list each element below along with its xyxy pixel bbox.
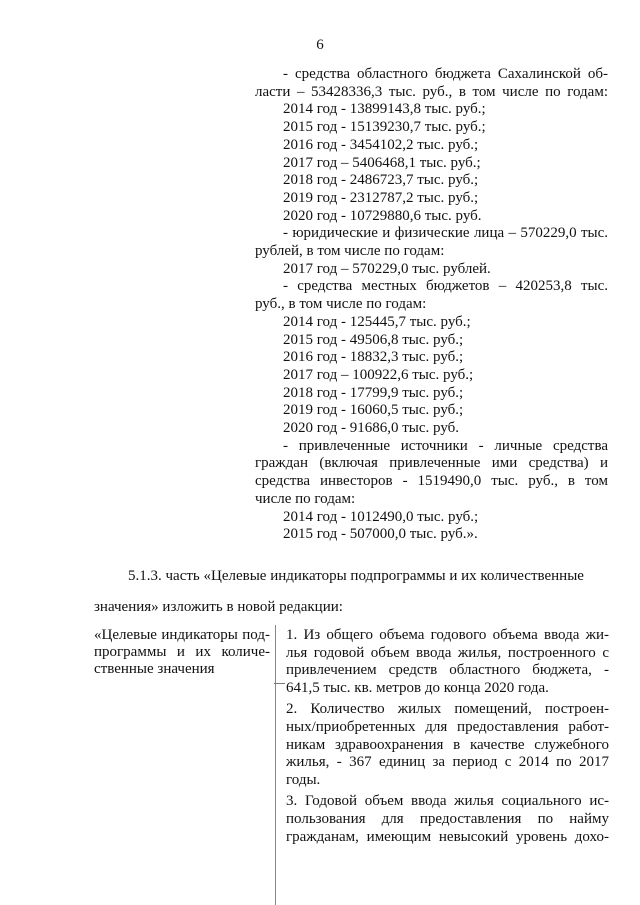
financing-line: 2016 год - 18832,3 тыс. руб.;	[283, 349, 464, 366]
table-left-line: ственные значения	[94, 661, 215, 678]
indicator-line: 641,5 тыс. кв. метров до конца 2020 года.	[286, 679, 549, 696]
page-number: 6	[316, 37, 324, 53]
financing-line: средства инвесторов - 1519490,0 тыс. руб., в том	[255, 473, 608, 490]
financing-line: 2018 год - 17799,9 тыс. руб.;	[283, 384, 464, 401]
financing-line: - средства областного бюджета Сахалинской об-	[283, 66, 608, 82]
financing-line: 2014 год - 13899143,8 тыс. руб.;	[283, 101, 486, 118]
financing-line: 2014 год - 125445,7 тыс. руб.;	[283, 313, 471, 330]
financing-line: ласти – 53428336,3 тыс. руб., в том числе по годам:	[255, 83, 608, 100]
table-divider-tick	[274, 683, 285, 684]
financing-line: 2014 год - 1012490,0 тыс. руб.;	[283, 508, 479, 525]
table-right-cell	[286, 627, 609, 850]
financing-line: 2019 год - 2312787,2 тыс. руб.;	[283, 189, 479, 206]
indicator-line: ных/приобретенных для предоставления работ-	[286, 718, 609, 735]
table-left-line: «Целевые индикаторы под-	[94, 627, 270, 643]
indicator-item	[286, 627, 609, 697]
financing-line: - средства местных бюджетов – 420253,8 тыс.	[283, 278, 608, 295]
financing-line: - юридические и физические лица – 570229,0 тыс.	[283, 225, 608, 242]
indicator-item	[286, 793, 609, 846]
financing-line: руб., в том числе по годам:	[255, 296, 427, 313]
indicator-line: 3. Годовой объем ввода жилья социального ис-	[286, 793, 609, 810]
financing-line: граждан (включая привлеченные ими средства) и	[255, 455, 608, 472]
financing-line: 2019 год - 16060,5 тыс. руб.;	[283, 402, 464, 419]
table-divider	[275, 625, 276, 905]
financing-line: 2017 год – 570229,0 тыс. рублей.	[283, 260, 491, 277]
financing-line: 2020 год - 91686,0 тыс. руб.	[283, 420, 460, 437]
table-left-cell	[94, 627, 270, 679]
financing-line: 2015 год - 507000,0 тыс. руб.».	[283, 526, 478, 543]
indicator-line: никам здравоохранения в качестве служебного	[286, 736, 609, 753]
paragraph-line: значения» изложить в новой редакции:	[94, 599, 343, 615]
financing-line: 2020 год - 10729880,6 тыс. руб.	[283, 207, 482, 224]
indicator-line: жилья, - 367 единиц за период с 2014 по 2017	[286, 754, 609, 771]
paragraph-line: 5.1.3. часть «Целевые индикаторы подпрограммы и их количественные	[128, 568, 584, 584]
financing-line: числе по годам:	[255, 490, 356, 507]
indicator-line: лья годовой объем ввода жилья, построенного с	[286, 644, 609, 661]
table-left-line: программы и их количе-	[94, 644, 270, 661]
financing-line: 2015 год - 49506,8 тыс. руб.;	[283, 331, 464, 348]
financing-line: рублей, в том числе по годам:	[255, 243, 445, 260]
indicator-line: пользования для предоставления по найму	[286, 810, 609, 827]
indicator-line: гражданам, имеющим невысокий уровень дохо-	[286, 828, 609, 845]
financing-line: 2017 год – 100922,6 тыс. руб.;	[283, 366, 474, 383]
indicator-line: годы.	[286, 771, 321, 788]
financing-line: 2017 год – 5406468,1 тыс. руб.;	[283, 154, 481, 171]
financing-line: - привлеченные источники - личные средства	[283, 437, 608, 454]
indicator-line: привлечением средств областного бюджета, -	[286, 662, 609, 679]
indicator-line: 2. Количество жилых помещений, построен-	[286, 701, 609, 718]
financing-line: 2018 год - 2486723,7 тыс. руб.;	[283, 172, 479, 189]
amendment-paragraph	[94, 568, 614, 616]
financing-line: 2016 год - 3454102,2 тыс. руб.;	[283, 136, 479, 153]
financing-block	[255, 66, 608, 544]
indicator-item	[286, 701, 609, 789]
financing-line: 2015 год - 15139230,7 тыс. руб.;	[283, 119, 486, 136]
indicator-line: 1. Из общего объема годового объема ввода жи-	[286, 627, 609, 643]
